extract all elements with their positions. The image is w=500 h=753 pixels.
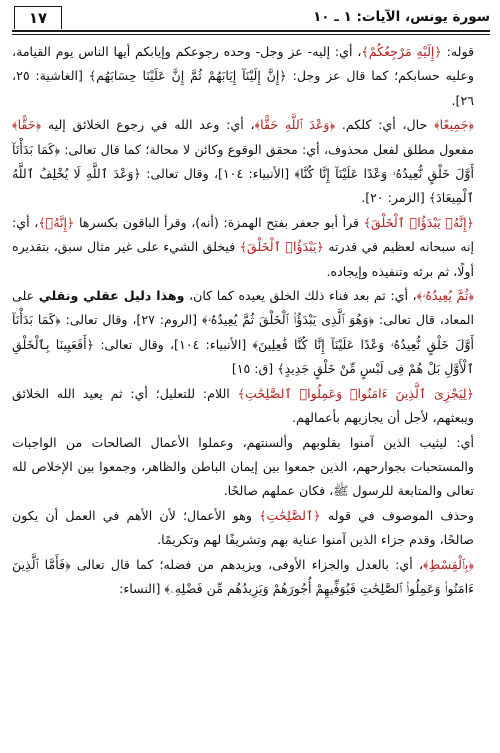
quran-phrase: ﴿يَبْدَؤُا۟ ٱلْخَلْقَ﴾ [239,239,324,255]
quran-citation: ﴿وَهُوَ ٱلَّذِى يَبْدَؤُا۟ ٱلْخَلْقَ ثُمَّ يُعِيدُهُۥ﴾ [201,312,375,328]
page-header [12,4,490,30]
paragraph [12,504,488,553]
quran-phrase: ﴿إِلَيْهِ مَرْجِعُكُمْ﴾ [361,44,442,59]
commentary-text: وحذف الموصوف في قوله [320,507,474,523]
commentary-text: [النساء: [119,580,165,596]
commentary-text: على المعاد، قال تعالى: [12,288,474,328]
commentary-text: [الأنبياء: ١٠٤]، وقال تعالى: [94,336,253,352]
paragraph [12,382,488,431]
commentary-text: ، أي: ثم بعد فناء ذلك الخلق يعيده كما كان، [184,288,417,304]
quran-citation: ﴿وَعْدَ ٱللَّهِ لَا يُخْلِفُ ٱللَّهُ ٱلْمِيعَادَ﴾ [12,166,474,206]
commentary-text: ، أي: إنه سبحانه لعظيم في قدرته [12,214,474,255]
quran-phrase: ﴿إِنَّهُۥ﴾ [38,214,75,230]
quran-phrase: ﴿حَقًّا﴾ [12,117,42,133]
quran-phrase: ﴿لِيَجْزِىَ ٱلَّذِينَ ءَامَنُوا۟ وَعَمِلُوا۟ ٱلصَّٰلِحَٰتِ﴾ [237,385,474,401]
page-number: ١٧ [14,6,62,29]
commentary-text: قرأ أبو جعفر بفتح الهمزة: (أنه)، وقرأ الباقون بكسرها [74,214,364,230]
quran-phrase: ﴿بِٱلْقِسْطِ﴾ [423,556,474,572]
commentary-text: [الأنبياء: ١٠٤]، وقال تعالى: [141,166,295,182]
paragraph [12,113,488,211]
commentary-text: حال، أي: كلكم. [335,117,435,133]
commentary-text: [ق: ١٥] [231,361,278,377]
paragraph [12,284,488,382]
running-title: سورة يونس، الآيات: ١ ـ ١٠ [313,9,490,25]
commentary-text: فيخلق الشيء على غير مثال سبق، بتقديره أولًا، ثم برئه وتنفيذه وإيجاده. [12,239,474,279]
quran-phrase: ﴿وَعْدَ ٱللَّهِ حَقًّا﴾ [254,117,336,133]
commentary-text: قوله: [441,44,474,59]
quran-citation: ﴿كَمَا بَدَأْنَآ أَوَّلَ خَلْقٍ نُّعِيدُهُۥ وَعْدًا عَلَيْنَآ إِنَّا كُنَّا﴾ [12,141,474,182]
paragraph [12,40,488,113]
header-rule-thin [12,34,490,35]
emphasis-text: وهذا دليل عقلي ونقلي [38,288,185,304]
body-text [12,40,488,751]
commentary-text: [الروم: ٢٧]، وقال تعالى: [60,312,202,328]
quran-phrase: ﴿ثُمَّ يُعِيدُهُۥ﴾ [416,288,474,304]
quran-citation: ﴿كَمَا بَدَأْنَآ أَوَّلَ خَلْقٍ نُّعِيدُهُۥ وَعْدًا عَلَيْنَآ إِنَّا كُنَّا فَٰعِلِينَ﴾ [12,312,474,352]
quran-phrase: ﴿ٱلصَّٰلِحَٰتِ﴾ [259,507,321,523]
commentary-text: وهو الأعمال؛ لأن الأهم في العمل أن يكون صالحًا، وقدم جزاء الذين آمنوا عناية بهم وتشريفًا لهم وتكريمًا. [12,507,474,548]
paragraph [12,211,488,284]
commentary-text: ، أي: وعد الله في رجوع الخلائق إليه [41,117,255,133]
commentary-text: ، أي: إليه- عز وجل- وحده رجوعكم وإيابكم أيها الناس يوم القيامة، وعليه حسابكم؛ كما قال عز وجل: [12,44,474,84]
commentary-text: [الغاشية: ٢٥، ٢٦]. [12,68,474,108]
paragraph [12,431,488,504]
paragraph [12,553,488,602]
commentary-text: اللام: للتعليل؛ أي: ثم يعيد الله الخلائق ويبعثهم، لأجل أن يجازيهم بأعمالهم. [12,385,474,426]
commentary-text: أي: ليثيب الذين آمنوا بقلوبهم وألسنتهم، وعملوا الأعمال الصالحات من الواجبات والمستحبات بجوارحهم، الذين جمعوا بين إيمان الباطن والظاهر، وجمعوا بين الإخلاص لله تعالى والمتابعة للرسول ﷺ، فكان عملهم صالحًا. [12,434,474,499]
commentary-text: مفعول مطلق لفعل محذوف، أي: محقق الوقوع وكائن لا محالة؛ كما قال تعالى: [59,141,474,157]
quran-citation: ﴿أَفَعَيِينَا بِٱلْخَلْقِ ٱلْأَوَّلِ بَلْ هُمْ فِى لَبْسٍ مِّنْ خَلْقٍ جَدِيدٍ﴾ [12,336,474,377]
quran-citation: ﴿إِنَّ إِلَيْنَآ إِيَابَهُمْ ثُمَّ إِنَّ عَلَيْنَا حِسَابَهُم﴾ [88,68,287,84]
commentary-text: [الزمر: ٢٠]. [361,190,429,206]
header-rule [12,30,490,32]
quran-phrase: ﴿جَمِيعًا﴾ [434,117,474,133]
quran-phrase: ﴿إِنَّهُۥ يَبْدَؤُا۟ ٱلْخَلْقَ﴾ [363,214,475,230]
quran-citation: ﴿فَأَمَّا ٱلَّذِينَ ءَامَنُوا۟ وَعَمِلُوا۟ ٱلصَّٰلِحَٰتِ فَيُوَفِّيهِمْ أُجُورَهُمْ وَيَزِيدُهُم مِّن فَضْلِهِۦ﴾ [12,556,474,596]
commentary-text: ، أي: بالعدل والجزاء الأوفى، ويزيدهم من فضله؛ كما قال تعالى [70,556,424,572]
